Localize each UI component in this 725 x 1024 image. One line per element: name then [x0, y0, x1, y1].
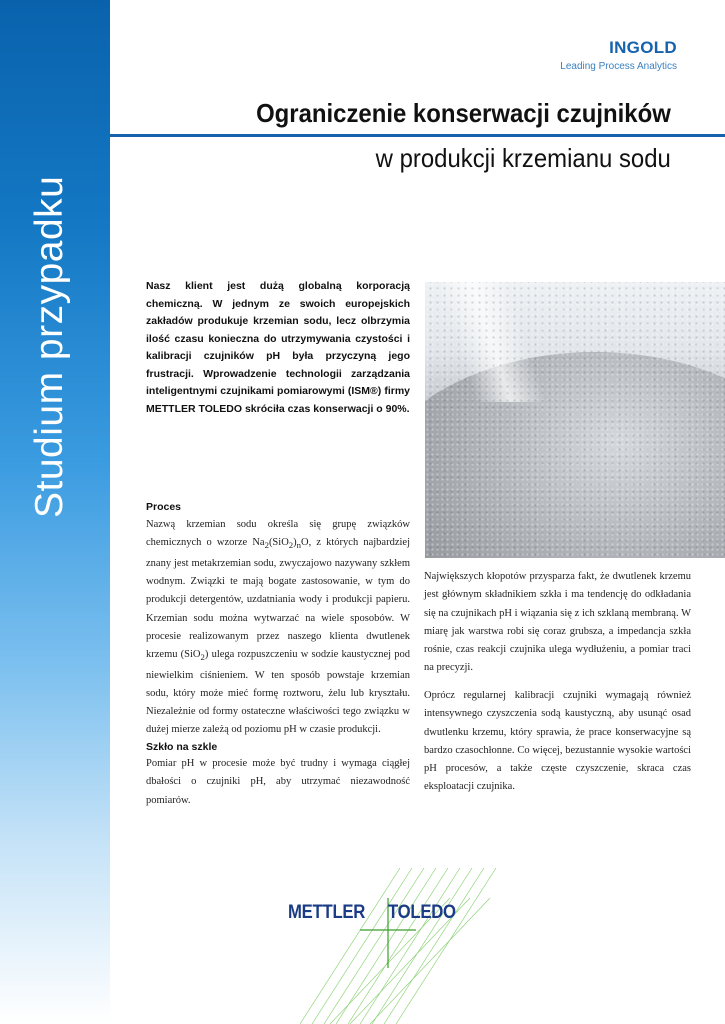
sidebar-title: Studium przypadku — [28, 175, 71, 518]
proces-paragraph — [146, 516, 410, 740]
text-run: O, z których najbardziej znany jest metakrzemian sodu, zwyczajowo nazywany szkłem wodnym. Związki te mają bogate zastosowanie, w tym do produkcji detergentów, uzdatniania wody i produkcji papieru. Krzemian sodu można wytwarzać na wiele sposobów. W procesie realizowanym przez naszego klienta dwutlenek krzemu (SiO — [146, 537, 410, 661]
text-run: (SiO — [268, 537, 289, 549]
sodium-silicate-photo — [425, 282, 725, 558]
page-title-line1: Ograniczenie konserwacji czujników — [256, 98, 671, 128]
subscript: n — [296, 540, 302, 551]
brand-tagline: Leading Process Analytics — [560, 61, 677, 72]
text-run: Nazwą krzemian sodu określa się grupę związków chemicznych o wzorze Na — [146, 519, 410, 549]
subscript: 2 — [288, 540, 294, 551]
section-heading-szklo: Szkło na szkle — [146, 741, 218, 753]
title-divider — [110, 134, 725, 137]
logo-ray-graphic — [300, 868, 500, 1024]
sidebar-banner — [0, 0, 110, 1024]
szklo-paragraph: Pomiar pH w procesie może być trudny i wymaga ciągłej dbałości o czujniki pH, aby utrzymać niezawodność pomiarów. — [146, 758, 410, 806]
logo-left-word: METTLER — [288, 902, 366, 923]
right-paragraph-1: Największych kłopotów przysparza fakt, że dwutlenek krzemu jest głównym składnikiem szkła i ma tendencję do odkładania się na czujnikach pH i wiązania się z ich szklaną membraną. W miarę jak warstwa robi się coraz grubsza, a impedancja szkła rośnie, czas reakcji czujnika ulega wydłużeniu, a pomiar traci na precyzji. — [424, 571, 691, 674]
mettler-toledo-logo — [288, 902, 456, 924]
page-title-line2: w produkcji krzemianu sodu — [375, 143, 671, 173]
right-paragraph-2: Oprócz regularnej kalibracji czujniki wymagają również intensywnego czyszczenia sodą kaustyczną, aby usunąć osad dwutlenku krzemu, który sprawia, że prace konserwacyjne są bardzo czasochłonne. Co więcej, bezustannie wysokie wartości pH procesów, a także częste czyszczenie, skraca czas eksploatacji czujnika. — [424, 690, 691, 793]
text-run: ) ulega rozpuszczeniu w sodzie kaustycznej pod niewielkim ciśnieniem. W ten sposób powstaje krzemian sodu, który może mieć formę roztworu, żelu lub kryształu. Niezależnie od formy ostateczne właściwości tego związku w dużej mierze zależą od poziomu pH w czasie produkcji. — [146, 649, 410, 736]
grain-texture — [425, 282, 725, 558]
subscript: 2 — [264, 540, 269, 551]
brand-block — [560, 38, 677, 72]
subscript: 2 — [200, 652, 205, 663]
intro-paragraph: Nasz klient jest dużą globalną korporacją chemiczną. W jednym ze swoich europejskich zakładów produkuje krzemian sodu, lecz olbrzymia ilość czasu konieczna do utrzymywania czystości i kalibracji czujników pH była przyczyną jego frustracji. Wprowadzenie technologii zarządzania inteligentnymi czujnikami pomiarowymi (ISM®) firmy METTLER TOLEDO skróciła czas konserwacji o 90%. — [146, 280, 410, 415]
brand-name: INGOLD — [609, 38, 677, 57]
section-heading-proces: Proces — [146, 501, 182, 513]
text-run: ) — [293, 537, 297, 549]
logo-right-word: TOLEDO — [387, 902, 456, 923]
